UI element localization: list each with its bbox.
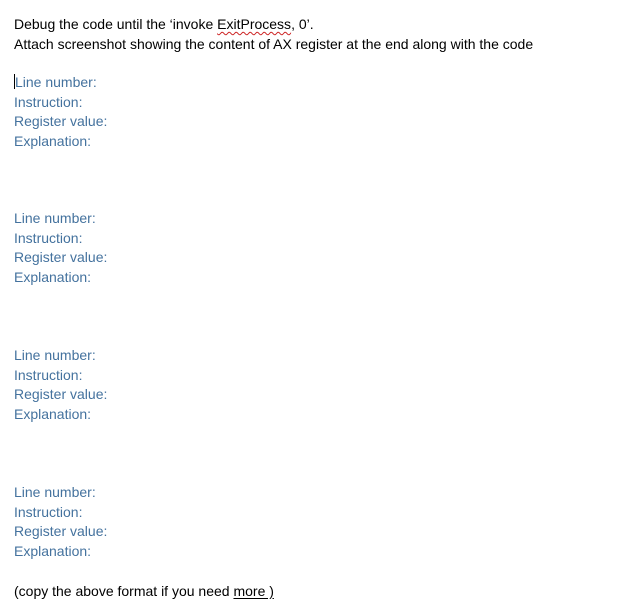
footer-note (14, 581, 274, 601)
explanation-label: Explanation: (14, 405, 92, 422)
line-number-label: Line number: (14, 484, 96, 500)
instruction-line-2: Attach screenshot showing the content of AX register at the end along with the code (14, 36, 534, 52)
instruction-label: Instruction: (14, 503, 83, 520)
register-value-label: Register value: (14, 523, 108, 539)
instruction-label: Instruction: (14, 93, 83, 110)
footer-underlined-text: more ) (233, 583, 274, 599)
answer-block-2 (14, 209, 414, 287)
footer-note-prefix: (copy the above format if you need (14, 583, 234, 599)
register-value-label: Register value: (14, 386, 108, 402)
answer-block-3 (14, 346, 414, 424)
spellcheck-flagged-word[interactable]: ExitProcess (217, 16, 292, 32)
line-number-label[interactable] (14, 73, 414, 93)
explanation-label: Explanation: (14, 268, 92, 285)
explanation-label: Explanation: (14, 542, 92, 559)
register-value-label: Register value: (14, 249, 108, 265)
instruction-label: Instruction: (14, 366, 83, 383)
answer-block-1 (14, 73, 414, 151)
explanation-label: Explanation: (14, 132, 92, 149)
answer-block-4 (14, 483, 414, 561)
instruction-line-1-suffix: , 0’. (291, 16, 314, 32)
document-page[interactable] (14, 14, 614, 599)
line-number-label-text: Line number: (15, 74, 97, 90)
line-number-label: Line number: (14, 347, 96, 363)
line-number-label: Line number: (14, 210, 96, 226)
register-value-label: Register value: (14, 113, 108, 129)
instruction-label: Instruction: (14, 229, 83, 246)
instruction-line-1-prefix: Debug the code until the ‘invoke (14, 16, 218, 32)
instruction-line-1 (14, 14, 614, 34)
